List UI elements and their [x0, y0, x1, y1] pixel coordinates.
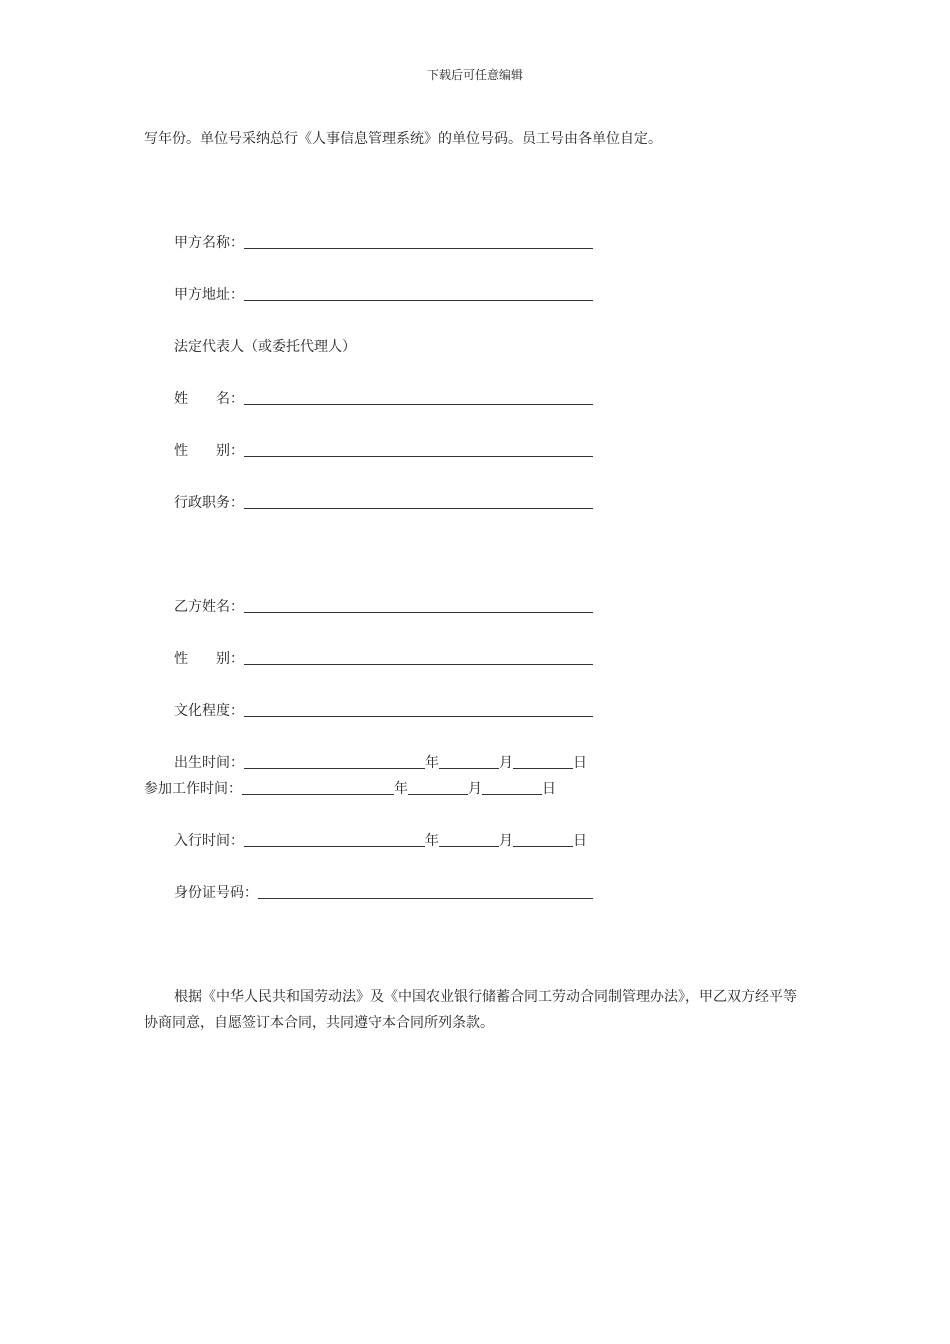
closing-paragraph: 根据《中华人民共和国劳动法》及《中国农业银行储蓄合同工劳动合同制管理办法》，甲乙双方经平等协商同意，自愿签订本合同，共同遵守本合同所列条款。 [144, 989, 797, 1031]
bank-join-day-field[interactable] [513, 833, 573, 847]
work-start-day-unit: 日 [542, 781, 556, 797]
party-b-gender-label: 性 别： [174, 651, 244, 667]
bank-join-month-field[interactable] [439, 833, 499, 847]
birth-month-unit: 月 [499, 755, 513, 771]
rep-gender-field[interactable] [244, 443, 593, 457]
bank-join-day-unit: 日 [573, 833, 587, 849]
party-b-gender-row [174, 651, 593, 667]
work-start-month-unit: 月 [468, 781, 482, 797]
birth-year-unit: 年 [425, 755, 439, 771]
rep-title-label: 行政职务： [174, 495, 244, 511]
bank-join-year-unit: 年 [425, 833, 439, 849]
birth-year-field[interactable] [244, 755, 425, 769]
party-b-name-row [174, 599, 593, 615]
legal-rep-heading: 法定代表人（或委托代理人） [174, 339, 356, 355]
work-start-year-field[interactable] [242, 781, 394, 795]
rep-name-label: 姓 名： [174, 391, 244, 407]
birth-date-label: 出生时间： [174, 755, 244, 771]
bank-join-year-field[interactable] [244, 833, 425, 847]
bank-join-label: 入行时间： [174, 833, 244, 849]
birth-month-field[interactable] [439, 755, 499, 769]
work-start-year-unit: 年 [394, 781, 408, 797]
rep-name-field[interactable] [244, 391, 593, 405]
party-b-gender-field[interactable] [244, 651, 593, 665]
bank-join-row [174, 833, 587, 849]
id-number-row [174, 885, 593, 901]
intro-text: 写年份。单位号采纳总行《人事信息管理系统》的单位号码。员工号由各单位自定。 [144, 131, 662, 147]
party-b-education-label: 文化程度： [174, 703, 244, 719]
rep-title-field[interactable] [244, 495, 593, 509]
rep-gender-label: 性 别： [174, 443, 244, 459]
party-a-name-field[interactable] [244, 235, 593, 249]
rep-title-row [174, 495, 593, 511]
party-a-address-field[interactable] [244, 287, 593, 301]
party-b-name-field[interactable] [244, 599, 593, 613]
party-a-name-row [174, 235, 593, 251]
birth-day-unit: 日 [573, 755, 587, 771]
id-number-field[interactable] [258, 885, 593, 899]
id-number-label: 身份证号码： [174, 885, 258, 901]
work-start-label: 参加工作时间： [144, 781, 242, 797]
work-start-day-field[interactable] [482, 781, 542, 795]
work-start-month-field[interactable] [408, 781, 468, 795]
party-b-education-row [174, 703, 593, 719]
party-a-address-row [174, 287, 593, 303]
birth-date-row [174, 755, 587, 771]
rep-name-row [174, 391, 593, 407]
party-a-address-label: 甲方地址： [174, 287, 244, 303]
party-b-education-field[interactable] [244, 703, 593, 717]
work-start-row [144, 781, 556, 797]
rep-gender-row [174, 443, 593, 459]
birth-day-field[interactable] [513, 755, 573, 769]
party-a-name-label: 甲方名称： [174, 235, 244, 251]
party-b-name-label: 乙方姓名： [174, 599, 244, 615]
page-header: 下载后可任意编辑 [426, 68, 523, 82]
bank-join-month-unit: 月 [499, 833, 513, 849]
